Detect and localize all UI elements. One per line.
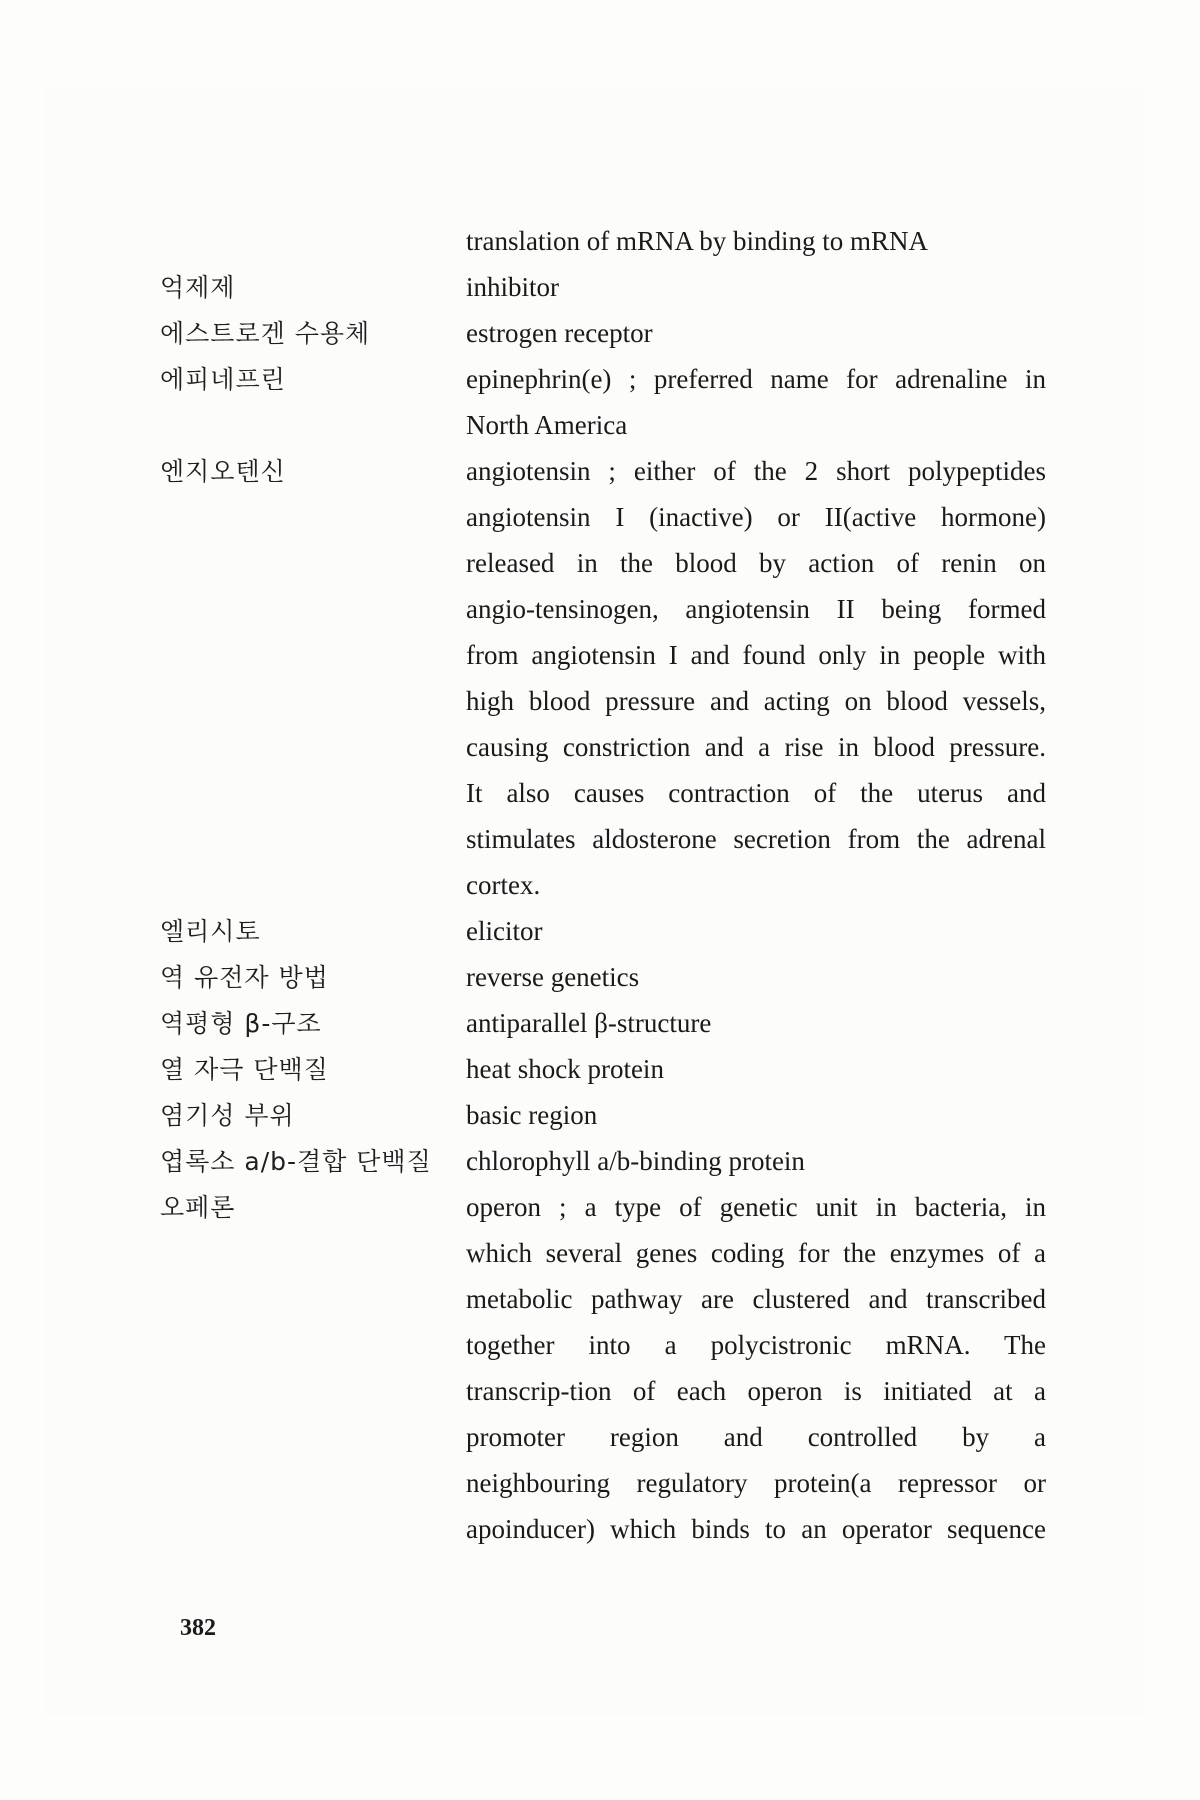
entry-definition [466,908,1046,954]
entry-definition [466,954,1046,1000]
entry-definition [466,1138,1046,1184]
definition-line: stimulates aldosterone secretion from the adrenal [466,824,1046,854]
definition-line: epinephrin(e) ; preferred name for adrenaline in [466,364,1046,394]
entry-term: 엽록소 a/b-결합 단백질 [160,1147,432,1176]
definition-line: heat shock protein [466,1054,664,1084]
entry-definition [466,1092,1046,1138]
definition-line: transcrip-tion of each operon is initiated at a [466,1376,1046,1406]
entry-definition [466,448,1046,908]
entry-term: 에스트로겐 수용체 [160,319,371,348]
definition-line: angio-tensinogen, angiotensin II being formed [466,594,1046,624]
definition-line: estrogen receptor [466,318,653,348]
definition-line: together into a polycistronic mRNA. The [466,1330,1046,1360]
entry-definition [466,310,1046,356]
definition-line: metabolic pathway are clustered and transcribed [466,1284,1046,1314]
entry-definition [466,218,1046,264]
entry-definition [466,356,1046,448]
entry-term: 억제제 [160,273,236,302]
definition-line: inhibitor [466,272,559,302]
definition-line: North America [466,410,628,440]
page-number: 382 [180,1615,216,1641]
definition-line: high blood pressure and acting on blood vessels, [466,686,1046,716]
entry-term: 열 자극 단백질 [160,1055,329,1084]
definition-line: released in the blood by action of renin on [466,548,1046,578]
entry-term: 역 유전자 방법 [160,963,329,992]
entry-term: 오페론 [160,1193,236,1222]
entry-term: 역평형 β-구조 [160,1009,322,1038]
entry-term: 엔지오텐신 [160,457,286,486]
definition-line: reverse genetics [466,962,640,992]
definition-line: neighbouring regulatory protein(a repressor or [466,1468,1046,1498]
definition-line: operon ; a type of genetic unit in bacteria, in [466,1192,1046,1222]
definition-line: cortex. [466,870,541,900]
definition-line: translation of mRNA by binding to mRNA [466,226,928,256]
definition-line: chlorophyll a/b-binding protein [466,1146,805,1176]
entry-term: 염기성 부위 [160,1101,295,1130]
definition-line: promoter region and controlled by a [466,1422,1046,1452]
entry-term: 에피네프린 [160,365,286,394]
definition-line: basic region [466,1100,598,1130]
entry-definition [466,264,1046,310]
definition-line: angiotensin I (inactive) or II(active hormone) [466,502,1046,532]
definition-line: elicitor [466,916,543,946]
entry-term: 엘리시토 [160,917,261,946]
definition-line: apoinducer) which binds to an operator sequence [466,1514,1046,1544]
definition-line: causing constriction and a rise in blood pressure. [466,732,1046,762]
definition-line: It also causes contraction of the uterus and [466,778,1046,808]
definition-line: which several genes coding for the enzymes of a [466,1238,1046,1268]
definition-line: antiparallel β-structure [466,1008,712,1038]
definition-line: angiotensin ; either of the 2 short polypeptides [466,456,1046,486]
entry-definition [466,1000,1046,1046]
definition-line: from angiotensin I and found only in people with [466,640,1046,670]
entry-definition [466,1184,1046,1552]
entry-definition [466,1046,1046,1092]
